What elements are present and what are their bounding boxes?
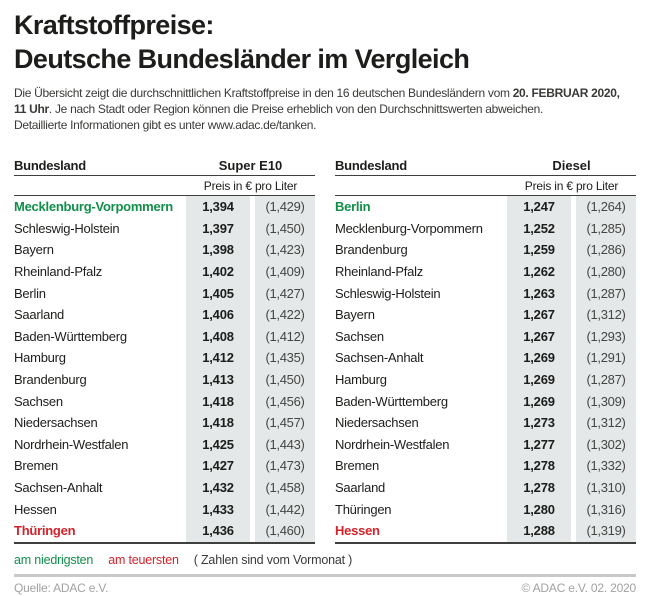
previous-month-price: (1,287) <box>576 282 636 304</box>
table-row <box>335 218 636 240</box>
current-price: 1,252 <box>507 218 571 240</box>
title-line-2: Deutsche Bundesländer im Vergleich <box>14 44 470 74</box>
table-row <box>335 282 636 304</box>
state-name: Hamburg <box>335 372 387 388</box>
state-name: Niedersachsen <box>14 415 98 431</box>
table-row <box>14 261 315 283</box>
current-price: 1,418 <box>186 390 250 412</box>
previous-month-price: (1,291) <box>576 347 636 369</box>
table-row <box>335 347 636 369</box>
table-subheader-row <box>335 176 636 196</box>
intro-date: 20. FEBRUAR 2020, <box>512 86 620 100</box>
tables-container <box>14 155 636 544</box>
title-line-1: Kraftstoffpreise: <box>14 10 214 40</box>
previous-month-price: (1,422) <box>255 304 315 326</box>
table-row <box>335 261 636 283</box>
footer-divider <box>14 574 636 577</box>
column-header-unit: Preis in € pro Liter <box>203 178 298 193</box>
previous-month-price: (1,310) <box>576 477 636 499</box>
current-price: 1,269 <box>507 347 571 369</box>
previous-month-price: (1,429) <box>255 196 315 218</box>
previous-month-price: (1,458) <box>255 477 315 499</box>
table-row <box>335 239 636 261</box>
source-credit: Quelle: ADAC e.V. <box>14 580 109 595</box>
legend-note: ( Zahlen sind vom Vormonat ) <box>193 552 353 567</box>
state-name: Bremen <box>14 458 59 474</box>
intro-time: 11 Uhr <box>14 102 49 116</box>
table-body <box>14 196 315 544</box>
current-price: 1,394 <box>186 196 250 218</box>
table-row <box>14 498 315 520</box>
table-row <box>335 390 636 412</box>
table-row <box>14 434 315 456</box>
current-price: 1,247 <box>507 196 571 218</box>
state-name: Hessen <box>335 523 380 539</box>
current-price: 1,397 <box>186 218 250 240</box>
state-name: Brandenburg <box>14 372 87 388</box>
state-name: Saarland <box>14 307 65 323</box>
intro-text <box>14 85 636 133</box>
current-price: 1,263 <box>507 282 571 304</box>
table-row <box>335 455 636 477</box>
legend-lowest: am niedrigsten <box>14 552 94 567</box>
column-header-unit: Preis in € pro Liter <box>524 178 619 193</box>
previous-month-price: (1,280) <box>576 261 636 283</box>
table-row <box>14 455 315 477</box>
current-price: 1,262 <box>507 261 571 283</box>
previous-month-price: (1,286) <box>576 239 636 261</box>
table-row <box>14 218 315 240</box>
previous-month-price: (1,427) <box>255 282 315 304</box>
state-name: Saarland <box>335 480 386 496</box>
previous-month-price: (1,312) <box>576 304 636 326</box>
current-price: 1,406 <box>186 304 250 326</box>
state-name: Mecklenburg-Vorpommern <box>335 220 483 236</box>
table-subheader-row <box>14 176 315 196</box>
previous-month-price: (1,412) <box>255 326 315 348</box>
table-row <box>335 326 636 348</box>
current-price: 1,267 <box>507 304 571 326</box>
current-price: 1,418 <box>186 412 250 434</box>
state-name: Berlin <box>14 285 46 301</box>
table-row <box>335 369 636 391</box>
current-price: 1,412 <box>186 347 250 369</box>
table-row <box>14 412 315 434</box>
state-name: Hamburg <box>14 350 66 366</box>
current-price: 1,278 <box>507 477 571 499</box>
state-name: Rheinland-Pfalz <box>335 264 424 280</box>
state-name: Sachsen <box>14 393 63 409</box>
table-row <box>335 498 636 520</box>
current-price: 1,427 <box>186 455 250 477</box>
state-name: Rheinland-Pfalz <box>14 264 103 280</box>
copyright: © ADAC e.V. 02. 2020 <box>521 580 636 595</box>
current-price: 1,278 <box>507 455 571 477</box>
table-row <box>335 434 636 456</box>
table-diesel <box>335 155 636 544</box>
table-row <box>335 412 636 434</box>
table-row <box>335 304 636 326</box>
legend <box>14 553 636 567</box>
table-row <box>14 347 315 369</box>
previous-month-price: (1,309) <box>576 390 636 412</box>
previous-month-price: (1,443) <box>255 434 315 456</box>
current-price: 1,288 <box>507 520 571 542</box>
current-price: 1,408 <box>186 326 250 348</box>
state-name: Sachsen-Anhalt <box>335 350 424 366</box>
previous-month-price: (1,460) <box>255 520 315 542</box>
state-name: Baden-Württemberg <box>14 328 127 344</box>
table-row <box>14 326 315 348</box>
table-row <box>335 477 636 499</box>
table-row <box>14 520 315 542</box>
table-row <box>14 282 315 304</box>
current-price: 1,413 <box>186 369 250 391</box>
intro-segment: Die Übersicht zeigt die durchschnittlichen Kraftstoffpreise in den 16 deutschen Bundesländern vom <box>14 86 513 100</box>
previous-month-price: (1,409) <box>255 261 315 283</box>
current-price: 1,405 <box>186 282 250 304</box>
table-super-e10 <box>14 155 315 544</box>
current-price: 1,273 <box>507 412 571 434</box>
previous-month-price: (1,442) <box>255 498 315 520</box>
state-name: Brandenburg <box>335 242 408 258</box>
state-name: Bremen <box>335 458 380 474</box>
column-header-bundesland: Bundesland <box>335 157 407 173</box>
footer <box>14 581 636 595</box>
header <box>14 8 636 133</box>
previous-month-price: (1,450) <box>255 369 315 391</box>
state-name: Baden-Württemberg <box>335 393 448 409</box>
table-header-row <box>335 155 636 176</box>
state-name: Thüringen <box>14 523 76 539</box>
current-price: 1,280 <box>507 498 571 520</box>
previous-month-price: (1,293) <box>576 326 636 348</box>
previous-month-price: (1,450) <box>255 218 315 240</box>
state-name: Bayern <box>335 307 375 323</box>
state-name: Nordrhein-Westfalen <box>335 436 450 452</box>
table-header-row <box>14 155 315 176</box>
table-row <box>335 520 636 542</box>
current-price: 1,269 <box>507 390 571 412</box>
table-row <box>14 304 315 326</box>
previous-month-price: (1,319) <box>576 520 636 542</box>
state-name: Hessen <box>14 501 57 517</box>
table-row <box>14 477 315 499</box>
state-name: Schleswig-Holstein <box>335 285 441 301</box>
previous-month-price: (1,287) <box>576 369 636 391</box>
table-row <box>335 196 636 218</box>
current-price: 1,277 <box>507 434 571 456</box>
previous-month-price: (1,435) <box>255 347 315 369</box>
current-price: 1,269 <box>507 369 571 391</box>
state-name: Sachsen-Anhalt <box>14 480 103 496</box>
state-name: Bayern <box>14 242 54 258</box>
state-name: Sachsen <box>335 328 384 344</box>
previous-month-price: (1,473) <box>255 455 315 477</box>
column-header-bundesland: Bundesland <box>14 157 86 173</box>
state-name: Nordrhein-Westfalen <box>14 436 129 452</box>
column-header-fuel: Diesel <box>552 157 591 173</box>
table-body <box>335 196 636 544</box>
current-price: 1,259 <box>507 239 571 261</box>
current-price: 1,433 <box>186 498 250 520</box>
previous-month-price: (1,456) <box>255 390 315 412</box>
previous-month-price: (1,312) <box>576 412 636 434</box>
state-name: Berlin <box>335 199 371 215</box>
state-name: Schleswig-Holstein <box>14 220 120 236</box>
current-price: 1,425 <box>186 434 250 456</box>
previous-month-price: (1,316) <box>576 498 636 520</box>
state-name: Thüringen <box>335 501 392 517</box>
previous-month-price: (1,302) <box>576 434 636 456</box>
intro-segment: . Je nach Stadt oder Region können die Preise erheblich von den Durchschnittswerten abweichen. <box>48 102 544 116</box>
current-price: 1,267 <box>507 326 571 348</box>
current-price: 1,402 <box>186 261 250 283</box>
table-row <box>14 369 315 391</box>
previous-month-price: (1,285) <box>576 218 636 240</box>
table-row <box>14 196 315 218</box>
previous-month-price: (1,423) <box>255 239 315 261</box>
state-name: Niedersachsen <box>335 415 419 431</box>
legend-highest: am teuersten <box>108 552 179 567</box>
previous-month-price: (1,332) <box>576 455 636 477</box>
current-price: 1,436 <box>186 520 250 542</box>
state-name: Mecklenburg-Vorpommern <box>14 199 173 215</box>
previous-month-price: (1,457) <box>255 412 315 434</box>
current-price: 1,398 <box>186 239 250 261</box>
column-header-fuel: Super E10 <box>218 157 283 173</box>
current-price: 1,432 <box>186 477 250 499</box>
table-row <box>14 239 315 261</box>
table-row <box>14 390 315 412</box>
previous-month-price: (1,264) <box>576 196 636 218</box>
page-title <box>14 8 636 76</box>
intro-url-line: Detaillierte Informationen gibt es unter www.adac.de/tanken. <box>14 118 317 132</box>
